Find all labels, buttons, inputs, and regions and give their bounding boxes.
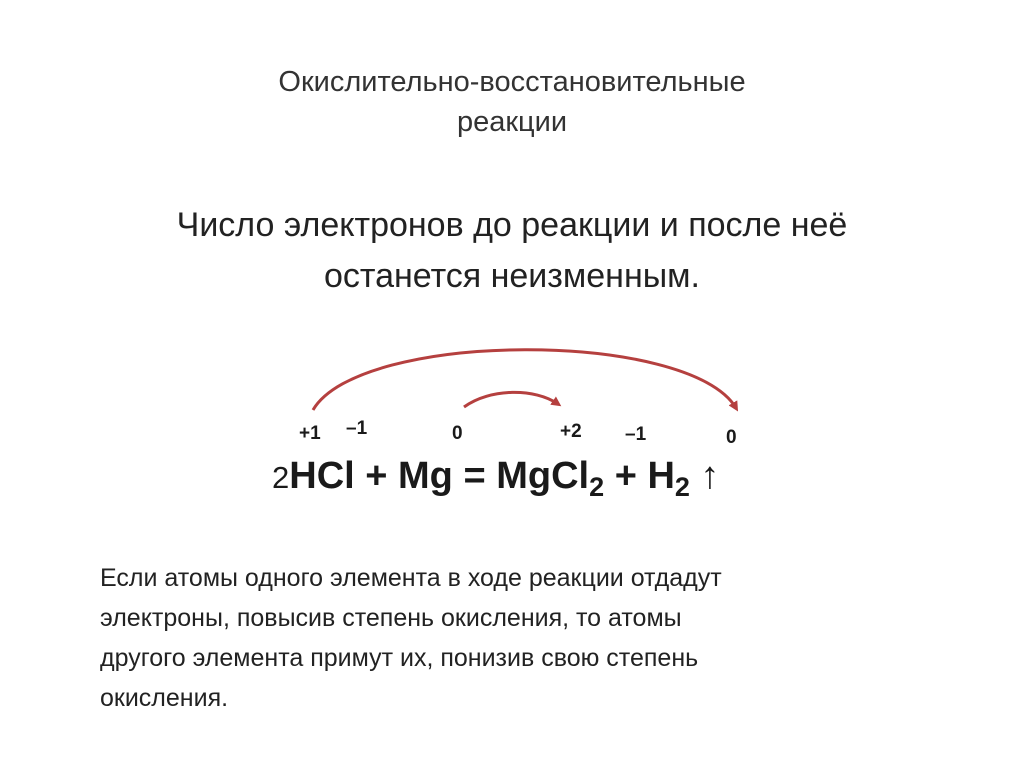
- formula-h2: [647, 455, 690, 502]
- formula-mgcl2-base: MgCl: [496, 455, 590, 497]
- oxidation-state-cl-in-mgcl2: –1: [625, 424, 647, 445]
- formula-mgcl2-subscript: 2: [589, 472, 605, 502]
- explanation-paragraph: [100, 558, 890, 718]
- explanation-line-1: Если атомы одного элемента в ходе реакции отдадут: [100, 564, 722, 592]
- formula-hcl: HCl: [289, 455, 355, 497]
- plus-sign: +: [614, 455, 637, 497]
- formula-h2-base: H: [647, 455, 675, 497]
- oxidation-state-mg-in-mgcl2: +2: [560, 421, 582, 442]
- slide-title-line-1: Окислительно-восстановительные: [278, 66, 746, 98]
- large-transfer-arrow: [313, 350, 736, 410]
- main-statement-line-2: останется неизменным.: [324, 257, 700, 295]
- main-statement: [0, 200, 1024, 302]
- formula-mgcl2: [496, 455, 605, 502]
- slide-title: [0, 62, 1024, 142]
- formula-mg: Mg: [398, 455, 453, 497]
- plus-sign: +: [365, 455, 388, 497]
- formula-h2-subscript: 2: [674, 472, 690, 502]
- oxidation-state-h2: 0: [726, 427, 737, 448]
- small-transfer-arrow: [464, 392, 558, 407]
- gas-release-arrow-icon: ↑: [700, 455, 720, 497]
- oxidation-state-h-in-hcl: +1: [299, 423, 321, 444]
- chemical-equation: [272, 446, 720, 508]
- slide-title-line-2: реакции: [456, 106, 568, 138]
- main-statement-line-1: Число электронов до реакции и после неё: [176, 206, 848, 244]
- explanation-line-4: окисления.: [100, 684, 229, 712]
- explanation-line-3: другого элемента примут их, понизив свою степень: [100, 644, 699, 672]
- explanation-line-2: электроны, повысив степень окисления, то атомы: [100, 604, 682, 632]
- oxidation-state-cl-in-hcl: –1: [346, 418, 368, 439]
- coefficient: 2: [272, 460, 290, 495]
- equals-sign: =: [463, 455, 486, 497]
- oxidation-state-mg: 0: [452, 423, 463, 444]
